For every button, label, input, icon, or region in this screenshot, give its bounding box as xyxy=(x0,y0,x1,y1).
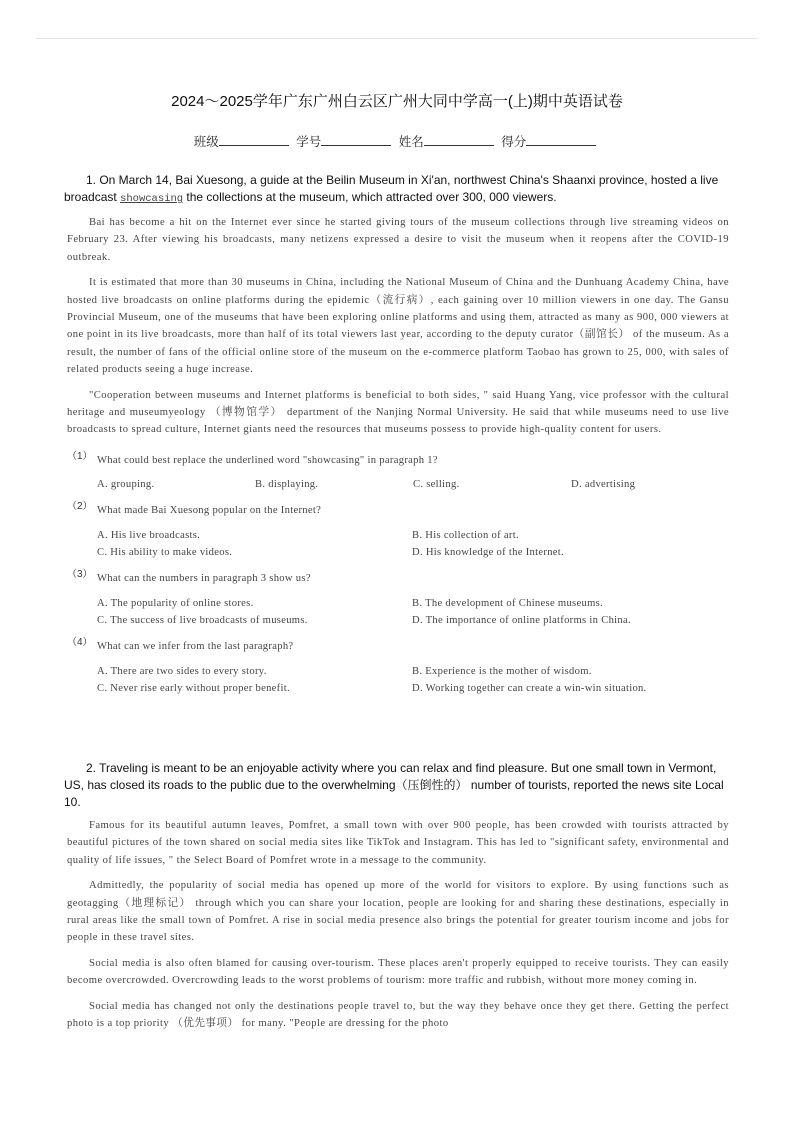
question-1-lead: 1. On March 14, Bai Xuesong, a guide at the Beilin Museum in Xi'an, northwest China's Shaanxi province, hosted a live broadcast showcasing the collections at the museum, which attracted over 300, 000 viewers. xyxy=(64,173,719,205)
sub-question-number: （3） xyxy=(67,568,93,580)
passage-paragraph: "Cooperation between museums and Internet platforms is beneficial to both sides, " said Huang Yang, vice professor with the cultural heritage and museumyeology （博物馆学） department of the Nanjing Normal University. He said that while museums need to use live broadcasts to spread culture, Internet giants need the resources that museums possess to provide high-quality content for users. xyxy=(67,389,729,436)
option-d[interactable]: D. Working together can create a win-win situation. xyxy=(412,682,647,694)
option-c[interactable]: C. selling. xyxy=(413,478,460,490)
passage-paragraph: Bai has become a hit on the Internet ever since he started giving tours of the museum collections through live streaming videos on February 23. After viewing his broadcasts, many netizens expressed a desire to visit the museum when it reopens after the COVID-19 outbreak. xyxy=(67,217,729,263)
class-blank[interactable] xyxy=(219,135,289,146)
name-blank[interactable] xyxy=(424,135,494,146)
sub-question-number: （1） xyxy=(67,450,93,462)
option-d[interactable]: D. His knowledge of the Internet. xyxy=(412,546,564,558)
sub-question-1 xyxy=(67,450,729,493)
option-a[interactable]: A. There are two sides to every story. xyxy=(97,665,267,677)
question-1 xyxy=(64,172,729,697)
score-label: 得分 xyxy=(501,135,527,149)
option-d[interactable]: D. The importance of online platforms in China. xyxy=(412,614,631,626)
option-a[interactable]: A. grouping. xyxy=(97,478,155,490)
student-info-line xyxy=(0,132,794,150)
question-2-lead: 2. Traveling is meant to be an enjoyable activity where you can relax and find pleasure. But one small town in Vermont, US, has closed its roads to the public due to the overwhelming（压倒性的） number of tourists, reported the news site Local 10. xyxy=(64,761,724,809)
passage-paragraph: Admittedly, the popularity of social media has opened up more of the world for visitors to explore. By using functions such as geotagging（地理标记） through which you can share your location, people are looking for and sharing these destinations, especially in rural areas like the small town of Pomfret. A rise in social media presence also brings the potential for greater tourism income and jobs for people in these travel sites. xyxy=(67,880,729,944)
option-a[interactable]: A. The popularity of online stores. xyxy=(97,597,254,609)
student-id-blank[interactable] xyxy=(321,135,391,146)
passage-paragraph: It is estimated that more than 30 museums in China, including the National Museum of China and the Dunhuang Academy China, have hosted live broadcasts on online platforms during the epidemic（流行病）, each gaining over 10 million viewers in one day. The Gansu Provincial Museum, one of the museums that have been exploring online platforms and using them, attracted as many as 900, 000 viewers at one point in its live broadcasts, more than half of its total viewers last year, according to the deputy curator（副馆长） of the museum. As a result, the number of fans of the official online store of the museum on the e-commerce platform Taobao has grown to 25, 000, with sales of related products seeing a huge increase. xyxy=(67,277,729,376)
sub-question-4 xyxy=(67,636,729,697)
sub-question-stem: What can the numbers in paragraph 3 show us? xyxy=(97,572,311,584)
sub-question-3 xyxy=(67,568,729,629)
option-b[interactable]: B. His collection of art. xyxy=(412,529,519,541)
passage-paragraph: Social media is also often blamed for causing over-tourism. These places aren't properly equipped to receive tourists. They can easily become overcrowded. Overcrowding leads to the worst problems of tourism: more traffic and rubbish, without more money coming in. xyxy=(67,957,729,987)
score-blank[interactable] xyxy=(526,135,596,146)
option-d[interactable]: D. advertising xyxy=(571,478,636,490)
passage-paragraph: Famous for its beautiful autumn leaves, Pomfret, a small town with over 900 people, has been crowded with tourists attracted by beautiful pictures of the town shared on social media sites like TikTok and Instagram. This has led to "significant safety, environmental and quality of life issues, " the Select Board of Pomfret wrote in a message to the community. xyxy=(67,820,729,866)
option-c[interactable]: C. Never rise early without proper benefit. xyxy=(97,682,290,694)
option-c[interactable]: C. The success of live broadcasts of museums. xyxy=(97,614,308,626)
page-title: 2024～2025学年广东广州白云区广州大同中学高一(上)期中英语试卷 xyxy=(171,93,623,110)
name-label: 姓名 xyxy=(398,135,424,149)
option-c[interactable]: C. His ability to make videos. xyxy=(97,546,233,558)
sub-question-stem: What made Bai Xuesong popular on the Internet? xyxy=(97,504,322,516)
sub-question-stem: What could best replace the underlined word "showcasing" in paragraph 1? xyxy=(97,454,438,466)
top-divider xyxy=(36,38,758,39)
option-b[interactable]: B. The development of Chinese museums. xyxy=(412,597,603,609)
option-a[interactable]: A. His live broadcasts. xyxy=(97,529,201,541)
sub-question-number: （4） xyxy=(67,636,93,648)
underlined-word: showcasing xyxy=(120,193,184,205)
question-2 xyxy=(64,760,729,1040)
student-id-label: 学号 xyxy=(296,135,322,149)
option-b[interactable]: B. Experience is the mother of wisdom. xyxy=(412,665,592,677)
sub-question-number: （2） xyxy=(67,500,93,512)
class-label: 班级 xyxy=(193,135,219,149)
sub-question-stem: What can we infer from the last paragraph? xyxy=(97,640,294,652)
passage-paragraph: Social media has changed not only the destinations people travel to, but the way they behave once they get there. Getting the perfect photo is a top priority （优先事项） for many. "People are dressing for the photo xyxy=(67,1000,729,1030)
option-b[interactable]: B. displaying. xyxy=(255,478,319,490)
sub-question-2 xyxy=(67,500,729,561)
